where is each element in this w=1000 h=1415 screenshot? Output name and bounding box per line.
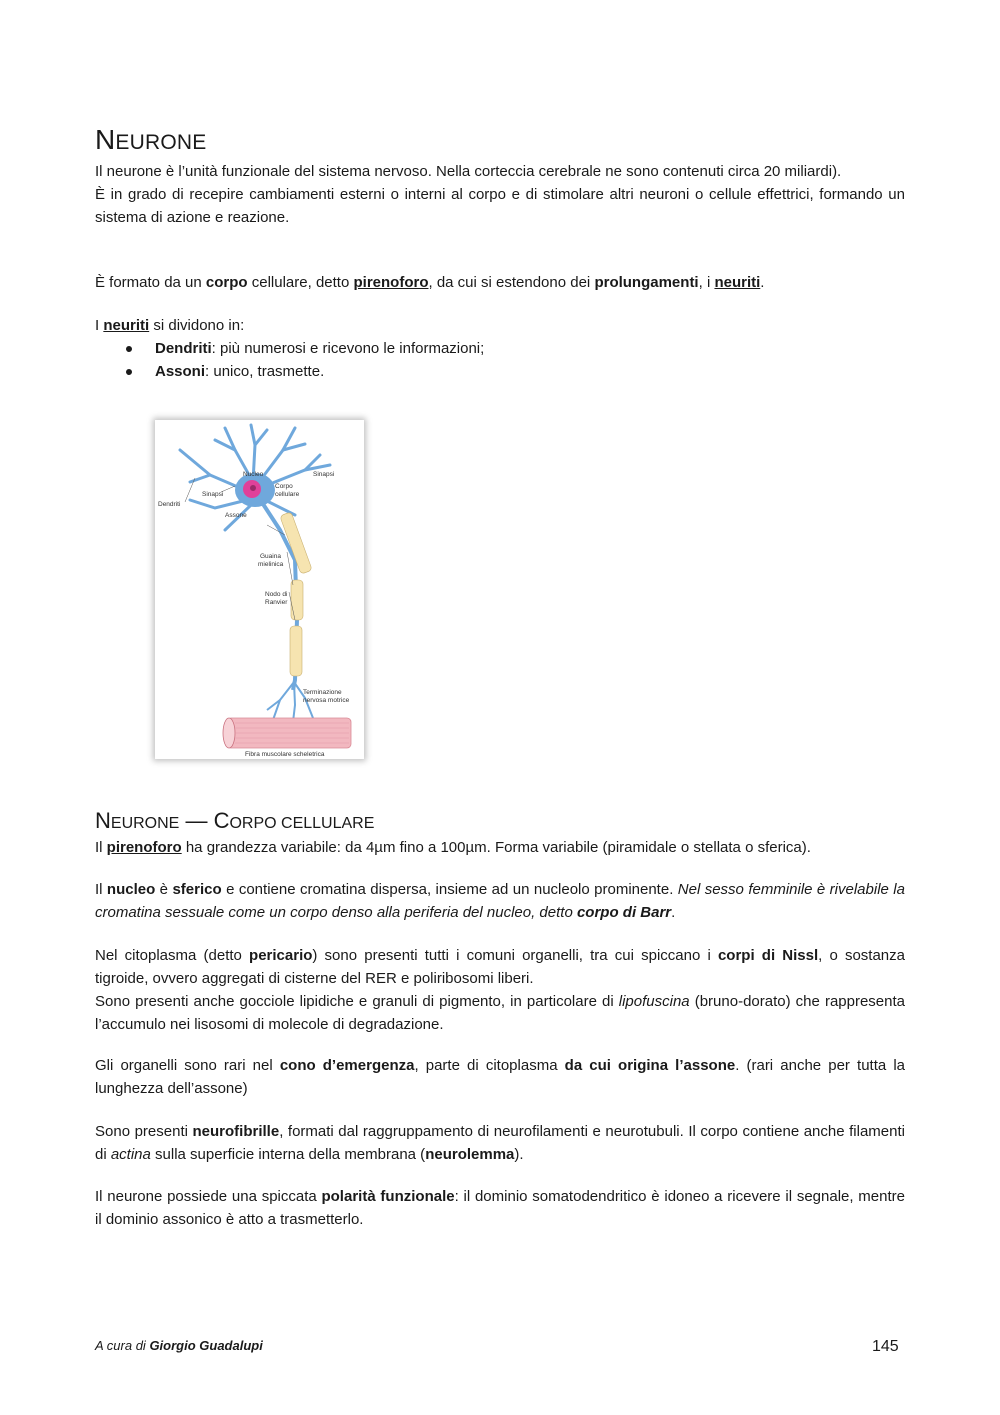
term-neuriti-2: neuriti (103, 317, 150, 334)
intro-paragraph-1: Il neurone è l’unità funzionale del sistema nervoso. Nella corteccia cerebrale ne sono contenuti circa 20 miliardi). (95, 163, 842, 180)
list-item: Assoni: unico, trasmette. (95, 360, 905, 383)
footer-author: A cura di Giorgio Guadalupi (95, 1338, 263, 1353)
label-mielinica: mielinica (258, 561, 284, 568)
label-sinapsi-right: Sinapsi (313, 471, 335, 478)
term-pirenoforo-2: pirenoforo (106, 839, 182, 856)
neuron-diagram (155, 420, 364, 759)
label-guaina: Guaina (260, 553, 281, 560)
label-fibra-muscolare: Fibra muscolare scheletrica (245, 751, 325, 758)
page-number: 145 (872, 1338, 899, 1355)
bullet-icon (126, 369, 132, 375)
section2-paragraph-7: Il neurone possiede una spiccata polarità funzionale: il dominio somatodendritico è idoneo a ricevere il segnale, mentre il dominio assonico è atto a trasmetterlo. (95, 1188, 905, 1228)
muscle-fiber-shape (223, 718, 351, 748)
term-prolungamenti: prolungamenti (594, 274, 699, 291)
bullet-icon (126, 346, 132, 352)
label-corpo: Corpo (275, 483, 293, 490)
neuron-illustration (155, 420, 364, 759)
label-assone: Assone (225, 512, 247, 519)
section2-paragraph-5: Gli organelli sono rari nel cono d’emergenza, parte di citoplasma da cui origina l’assone. (rari anche per tutta la lunghezza dell’assone) (95, 1057, 906, 1097)
section2-paragraph-3: Nel citoplasma (detto pericario) sono presenti tutti i comuni organelli, tra cui spiccano i corpi di Nissl, o sostanza tigroide, ovvero aggregati di cisterne del RER e poliribosomi liberi. Sono presenti anche gocciole lipidiche e granuli di pigmento, in particolare di lipofuscina (bruno-dorato) che rappresenta l’accumulo nei lisosomi di molecole di degradazione. (95, 947, 905, 1033)
intro-block (95, 160, 905, 229)
section2-paragraph-6: Sono presenti neurofibrille, formati dal raggruppamento di neurofilamenti e neurotubuli. Il corpo contiene anche filamenti di actina sulla superficie interna della membrana (neurolemma). (95, 1123, 905, 1163)
label-ranvier: Ranvier (265, 599, 288, 606)
label-nodo: Nodo di (265, 591, 288, 598)
term-pirenoforo: pirenoforo (353, 274, 429, 291)
label-cellulare: cellulare (275, 491, 300, 498)
neuriti-block: I neuriti si dividono in: Dendriti: più numerosi e ricevono le informazioni; Assoni: unico, trasmette. (95, 314, 905, 383)
section2-paragraph-1: Il pirenoforo ha grandezza variabile: da 4µm fino a 100µm. Forma variabile (piramidale o stellata o sferica). (95, 839, 811, 856)
list-item: Dendriti: più numerosi e ricevono le informazioni; (95, 337, 905, 360)
intro-paragraph-2: È in grado di recepire cambiamenti esterni o interni al corpo e di stimolare altri neuroni o cellule effettrici, formando un sistema di azione e reazione. (95, 186, 905, 226)
title-rest: EURONE (115, 131, 207, 154)
term-neuriti: neuriti (714, 274, 761, 291)
label-dendriti: Dendriti (158, 501, 181, 508)
page-title (95, 122, 206, 161)
label-nucleo: Nucleo (243, 471, 264, 478)
term-corpo: corpo (205, 274, 248, 291)
section-title: NEURONE — CORPO CELLULARE (95, 808, 375, 833)
label-sinapsi-left: Sinapsi (202, 491, 224, 498)
neuriti-list (95, 337, 905, 383)
label-nervosa-motrice: nervosa motrice (303, 697, 350, 704)
title-initial: N (95, 124, 116, 155)
structure-paragraph: È formato da un corpo cellulare, detto pirenoforo, da cui si estendono dei prolungamenti, i neuriti. (95, 274, 765, 291)
section2-paragraph-2: Il nucleo è sferico e contiene cromatina dispersa, insieme ad un nucleolo prominente. Nel sesso femminile è rivelabile la cromatina sessuale come un corpo denso alla periferia del nucleo, detto corpo di Barr. (95, 881, 905, 921)
label-terminazione: Terminazione (303, 689, 342, 696)
